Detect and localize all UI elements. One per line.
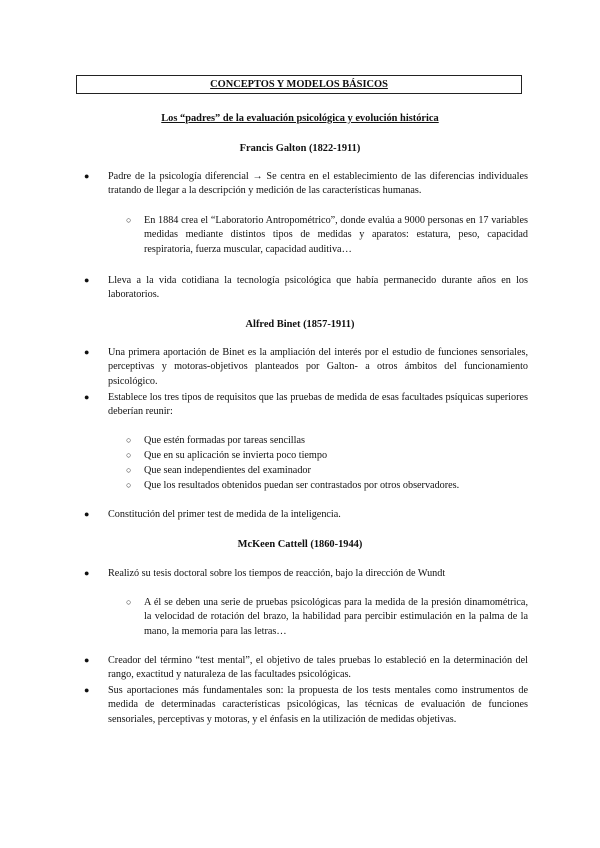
binet-bullet-3 xyxy=(84,508,528,522)
bullet-icon: ● xyxy=(84,171,90,181)
sub-bullet-text: A él se deben una serie de pruebas psicológicas para la medida de la presión dinamométrica, la velocidad de rotación del brazo, la habilidad para percibir estimulación en la palma de la mano, la memoria para las letras… xyxy=(144,597,528,637)
sub-bullet-icon: ○ xyxy=(126,435,132,445)
page-title: CONCEPTOS Y MODELOS BÁSICOS xyxy=(210,79,388,90)
bullet-icon: ● xyxy=(84,509,90,519)
heading-cattell: McKeen Cattell (1860-1944) xyxy=(237,539,363,550)
galton-bullet-1 xyxy=(84,170,528,199)
title-box xyxy=(76,75,522,94)
heading-binet: Alfred Binet (1857-1911) xyxy=(245,319,355,330)
cattell-bullet-1 xyxy=(84,567,528,581)
bullet-text: Constitución del primer test de medida de la inteligencia. xyxy=(108,509,341,520)
bullet-icon: ● xyxy=(84,685,90,695)
sub-bullet-icon: ○ xyxy=(126,597,132,607)
bullet-icon: ● xyxy=(84,392,90,402)
sub-bullet-icon: ○ xyxy=(126,215,132,225)
subtitle: Los “padres” de la evaluación psicológica y evolución histórica xyxy=(161,113,439,124)
bullet-icon: ● xyxy=(84,275,90,285)
bullet-icon: ● xyxy=(84,568,90,578)
sub-bullet-text: Que en su aplicación se invierta poco tiempo xyxy=(144,450,328,461)
sub-bullet-icon: ○ xyxy=(126,450,132,460)
bullet-text: Establece los tres tipos de requisitos que las pruebas de medida de esas facultades psíquicas superiores deberían reunir: xyxy=(108,392,528,418)
sub-bullet-icon: ○ xyxy=(126,480,132,490)
bullet-icon: ● xyxy=(84,655,90,665)
sub-bullet-icon: ○ xyxy=(126,465,132,475)
galton-bullet-2 xyxy=(84,274,528,303)
binet-subbullet-1 xyxy=(126,434,528,448)
binet-subbullet-3 xyxy=(126,464,528,478)
bullet-text: Sus aportaciones más fundamentales son: la propuesta de los tests mentales como instrumentos de medida de determinadas características psicológicas, las técnicas de evaluación de funciones sensoriales, perceptivas y motoras, y el énfasis en la utilización de medidas objetivas. xyxy=(108,685,528,725)
binet-subbullet-4 xyxy=(126,479,528,493)
binet-bullet-1 xyxy=(84,346,528,389)
bullet-icon: ● xyxy=(84,347,90,357)
sub-bullet-text: Que los resultados obtenidos puedan ser contrastados por otros observadores. xyxy=(144,480,460,491)
cattell-bullet-3 xyxy=(84,684,528,727)
galton-subbullet-1 xyxy=(126,214,528,257)
binet-bullet-2 xyxy=(84,391,528,420)
bullet-text: Una primera aportación de Binet es la ampliación del interés por el estudio de funciones sensoriales, perceptivas y motoras-objetivos planteados por Galton- a otros ámbitos del funcionamiento psicológico. xyxy=(108,347,528,387)
binet-subbullet-2 xyxy=(126,449,528,463)
heading-galton: Francis Galton (1822-1911) xyxy=(239,143,361,154)
cattell-bullet-2 xyxy=(84,654,528,683)
bullet-text: Realizó su tesis doctoral sobre los tiempos de reacción, bajo la dirección de Wundt xyxy=(108,568,446,579)
bullet-text: Lleva a la vida cotidiana la tecnología psicológica que había permanecido durante años en los laboratorios. xyxy=(108,275,528,301)
sub-bullet-text: En 1884 crea el “Laboratorio Antropométrico”, donde evalúa a 9000 personas en 17 variables medidas mediante distintos tipos de medidas y aparatos: estatura, peso, capacidad respiratoria, fuerza muscular, capacidad auditiva… xyxy=(144,215,528,255)
bullet-text: Padre de la psicología diferencial → Se centra en el establecimiento de las diferencias individuales tratando de llegar a la descripción y medición de las características humanas. xyxy=(108,171,528,197)
bullet-text: Creador del término “test mental”, el objetivo de tales pruebas lo estableció en la determinación del rango, exactitud y naturaleza de las facultades psicológicas. xyxy=(108,655,528,681)
sub-bullet-text: Que estén formadas por tareas sencillas xyxy=(144,435,305,446)
cattell-subbullet-1 xyxy=(126,596,528,639)
sub-bullet-text: Que sean independientes del examinador xyxy=(144,465,311,476)
